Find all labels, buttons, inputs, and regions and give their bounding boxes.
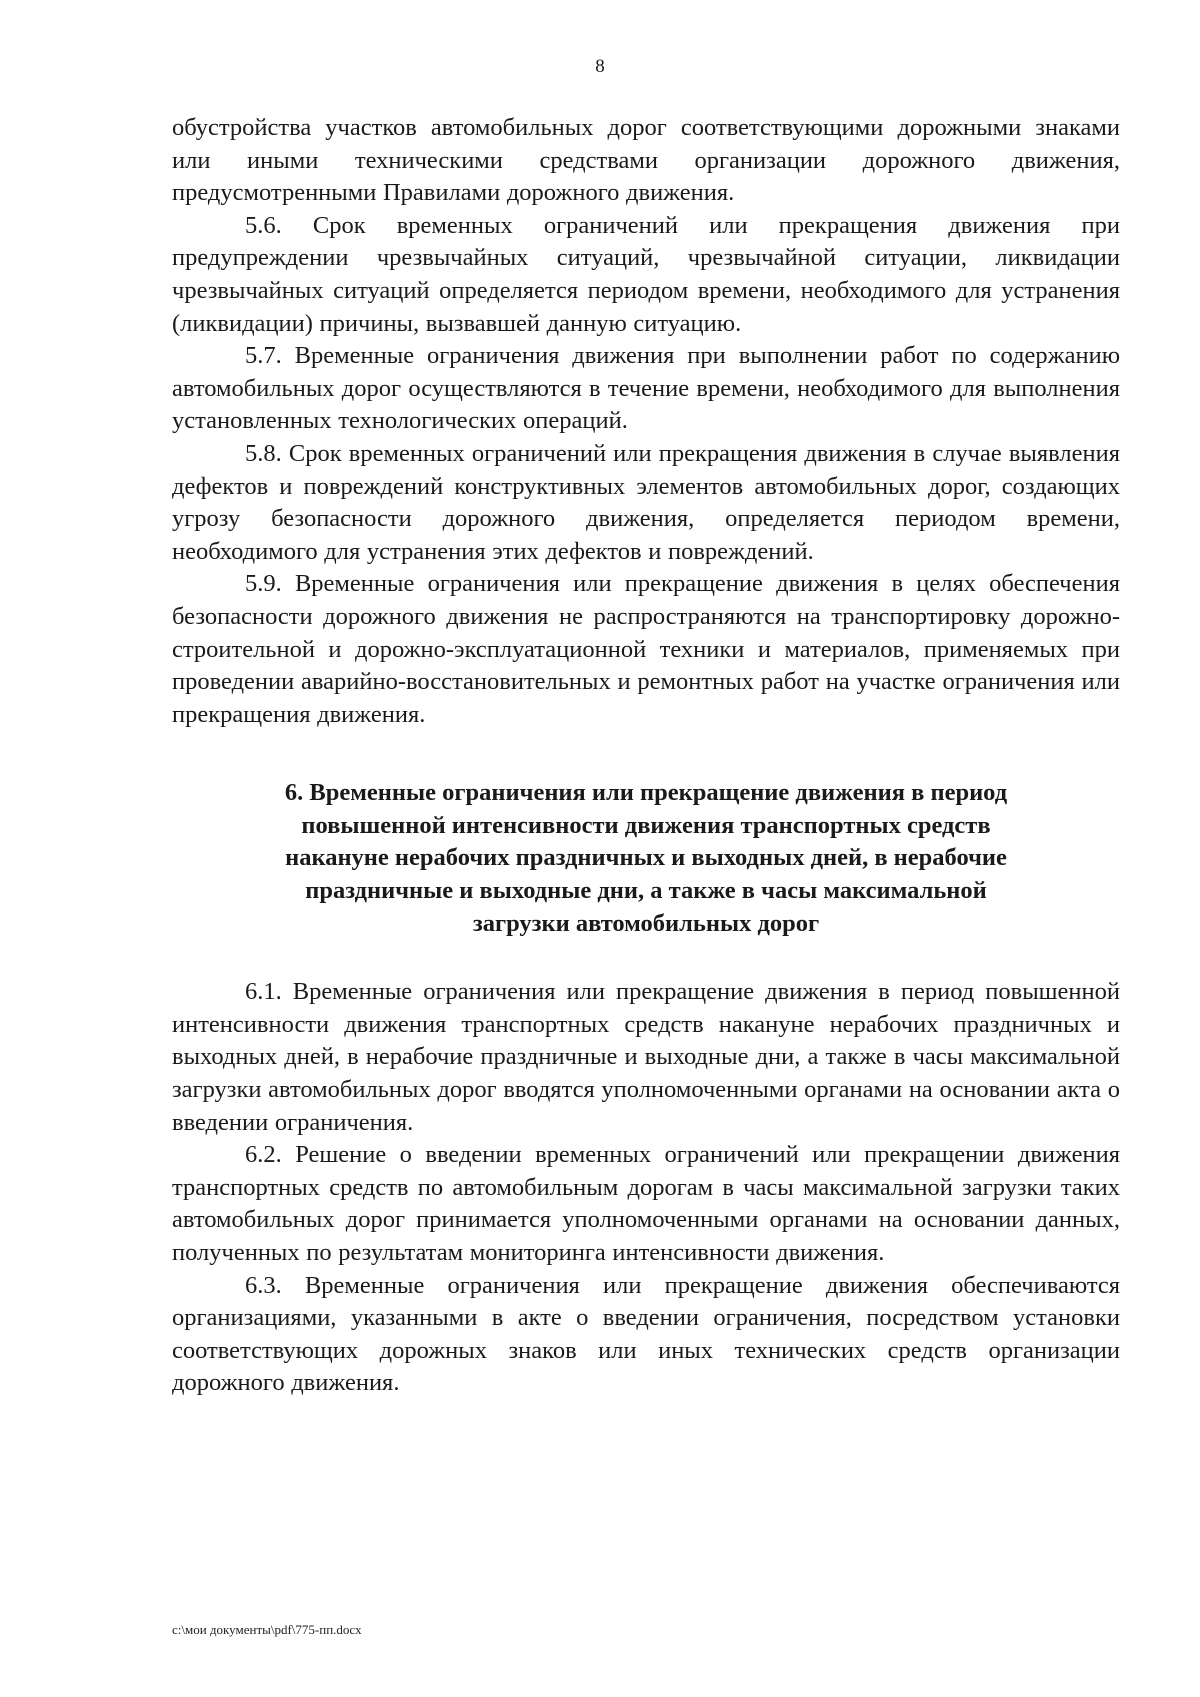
paragraph-5-7: 5.7. Временные ограничения движения при выполнении работ по содержанию автомобильных дорог осуществляются в течение времени, необходимого для выполнения установленных технологических операций. bbox=[172, 342, 1120, 435]
paragraph-5-6: 5.6. Срок временных ограничений или прекращения движения при предупреждении чрезвычайных ситуаций, чрезвычайной ситуации, ликвидации чрезвычайных ситуаций определяется периодом времени, необходимого для устранения (ликвидации) причины, вызвавшей данную ситуацию. bbox=[172, 211, 1120, 337]
section-6-heading bbox=[172, 777, 1120, 940]
paragraph-6-2: 6.2. Решение о введении временных ограничений или прекращении движения транспортных средств по автомобильным дорогам в часы максимальной загрузки таких автомобильных дорог принимается уполномоченными органами на основании данных, полученных по результатам мониторинга интенсивности движения. bbox=[172, 1141, 1120, 1266]
paragraph-continuation: обустройства участков автомобильных дорог соответствующими дорожными знаками или иными техническими средствами организации дорожного движения, предусмотренными Правилами дорожного движения. bbox=[172, 114, 1120, 207]
section-heading-line: накануне нерабочих праздничных и выходных дней, в нерабочие bbox=[285, 844, 1007, 872]
footer-file-path: c:\мои документы\pdf\775-пп.docx bbox=[172, 1622, 362, 1637]
page-number: 8 bbox=[595, 56, 605, 77]
section-heading-line: повышенной интенсивности движения транспортных средств bbox=[301, 811, 991, 839]
paragraph-6-1: 6.1. Временные ограничения или прекращение движения в период повышенной интенсивности движения транспортных средств накануне нерабочих праздничных и выходных дней, в нерабочие праздничные и выходные дни, а также в часы максимальной загрузки автомобильных дорог вводятся уполномоченными органами на основании акта о введении ограничения. bbox=[172, 978, 1120, 1136]
section-heading-line: 6. Временные ограничения или прекращение движения в период bbox=[284, 779, 1008, 807]
document-body bbox=[172, 112, 1120, 1400]
paragraph-6-3: 6.3. Временные ограничения или прекращение движения обеспечиваются организациями, указанными в акте о введении ограничения, посредством установки соответствующих дорожных знаков или иных технических средств организации дорожного движения. bbox=[172, 1271, 1120, 1397]
section-heading-line: загрузки автомобильных дорог bbox=[472, 909, 820, 937]
paragraph-5-8: 5.8. Срок временных ограничений или прекращения движения в случае выявления дефектов и повреждений конструктивных элементов автомобильных дорог, создающих угрозу безопасности дорожного движения, определяется периодом времени, необходимого для устранения этих дефектов и повреждений. bbox=[172, 439, 1120, 565]
section-heading-line: праздничные и выходные дни, а также в часы максимальной bbox=[305, 877, 987, 905]
paragraph-5-9: 5.9. Временные ограничения или прекращение движения в целях обеспечения безопасности дорожного движения не распространяются на транспортировку дорожно-строительной и дорожно-эксплуатационной техники и материалов, применяемых при проведении аварийно-восстановительных и ремонтных работ на участке ограничения или прекращения движения. bbox=[172, 570, 1120, 728]
